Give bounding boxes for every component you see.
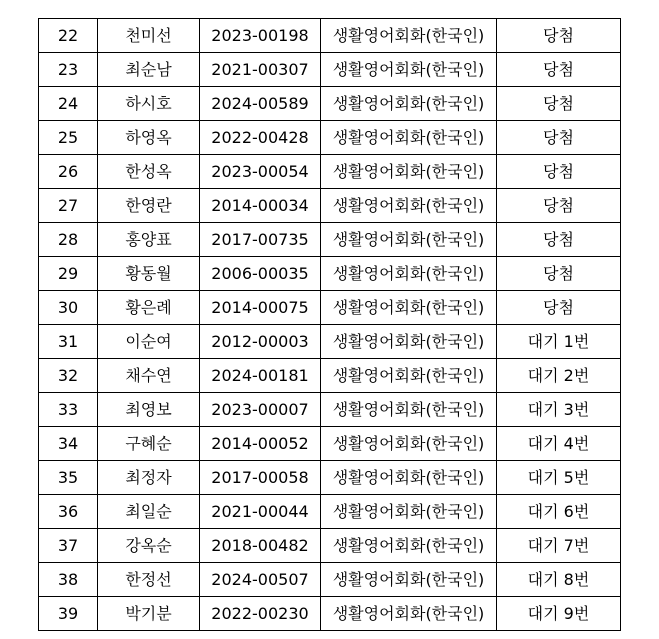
row-number: 28 [39, 223, 98, 257]
row-number: 24 [39, 87, 98, 121]
applicant-name: 하영옥 [98, 121, 200, 155]
applicant-name: 한성옥 [98, 155, 200, 189]
member-id: 2018-00482 [200, 529, 321, 563]
result-status: 당첨 [497, 19, 621, 53]
roster-sheet [38, 18, 620, 631]
result-status: 당첨 [497, 257, 621, 291]
member-id: 2022-00428 [200, 121, 321, 155]
row-number: 30 [39, 291, 98, 325]
table-row [39, 393, 621, 427]
table-row [39, 427, 621, 461]
course-name: 생활영어회화(한국인) [321, 393, 497, 427]
table-row [39, 529, 621, 563]
applicant-name: 박기분 [98, 597, 200, 631]
applicant-name: 최정자 [98, 461, 200, 495]
course-name: 생활영어회화(한국인) [321, 495, 497, 529]
table-row [39, 121, 621, 155]
member-id: 2023-00054 [200, 155, 321, 189]
course-name: 생활영어회화(한국인) [321, 427, 497, 461]
table-row [39, 223, 621, 257]
row-number: 22 [39, 19, 98, 53]
applicant-name: 구혜순 [98, 427, 200, 461]
result-status: 당첨 [497, 155, 621, 189]
row-number: 34 [39, 427, 98, 461]
course-name: 생활영어회화(한국인) [321, 189, 497, 223]
course-name: 생활영어회화(한국인) [321, 19, 497, 53]
row-number: 35 [39, 461, 98, 495]
result-status: 대기 7번 [497, 529, 621, 563]
member-id: 2024-00589 [200, 87, 321, 121]
applicant-name: 이순여 [98, 325, 200, 359]
row-number: 36 [39, 495, 98, 529]
row-number: 31 [39, 325, 98, 359]
result-status: 대기 6번 [497, 495, 621, 529]
result-status: 대기 2번 [497, 359, 621, 393]
row-number: 23 [39, 53, 98, 87]
result-status: 대기 9번 [497, 597, 621, 631]
table-row [39, 325, 621, 359]
applicant-name: 채수연 [98, 359, 200, 393]
result-status: 당첨 [497, 87, 621, 121]
lottery-result-table [38, 18, 621, 631]
applicant-name: 강옥순 [98, 529, 200, 563]
table-row [39, 257, 621, 291]
table-row [39, 53, 621, 87]
member-id: 2006-00035 [200, 257, 321, 291]
course-name: 생활영어회화(한국인) [321, 563, 497, 597]
applicant-name: 천미선 [98, 19, 200, 53]
member-id: 2024-00181 [200, 359, 321, 393]
course-name: 생활영어회화(한국인) [321, 325, 497, 359]
table-row [39, 495, 621, 529]
applicant-name: 홍양표 [98, 223, 200, 257]
applicant-name: 하시호 [98, 87, 200, 121]
table-row [39, 461, 621, 495]
table-row [39, 87, 621, 121]
row-number: 37 [39, 529, 98, 563]
member-id: 2021-00307 [200, 53, 321, 87]
member-id: 2017-00058 [200, 461, 321, 495]
table-row [39, 189, 621, 223]
result-status: 대기 5번 [497, 461, 621, 495]
course-name: 생활영어회화(한국인) [321, 359, 497, 393]
table-row [39, 597, 621, 631]
course-name: 생활영어회화(한국인) [321, 155, 497, 189]
member-id: 2012-00003 [200, 325, 321, 359]
applicant-name: 한영란 [98, 189, 200, 223]
applicant-name: 최영보 [98, 393, 200, 427]
table-body [39, 19, 621, 631]
course-name: 생활영어회화(한국인) [321, 529, 497, 563]
table-row [39, 563, 621, 597]
table-row [39, 291, 621, 325]
result-status: 당첨 [497, 223, 621, 257]
table-row [39, 155, 621, 189]
applicant-name: 최일순 [98, 495, 200, 529]
course-name: 생활영어회화(한국인) [321, 53, 497, 87]
member-id: 2024-00507 [200, 563, 321, 597]
member-id: 2023-00007 [200, 393, 321, 427]
course-name: 생활영어회화(한국인) [321, 223, 497, 257]
row-number: 25 [39, 121, 98, 155]
row-number: 32 [39, 359, 98, 393]
result-status: 대기 1번 [497, 325, 621, 359]
member-id: 2021-00044 [200, 495, 321, 529]
member-id: 2017-00735 [200, 223, 321, 257]
result-status: 당첨 [497, 291, 621, 325]
applicant-name: 최순남 [98, 53, 200, 87]
applicant-name: 황은례 [98, 291, 200, 325]
row-number: 26 [39, 155, 98, 189]
row-number: 33 [39, 393, 98, 427]
result-status: 대기 3번 [497, 393, 621, 427]
row-number: 39 [39, 597, 98, 631]
result-status: 대기 8번 [497, 563, 621, 597]
applicant-name: 한정선 [98, 563, 200, 597]
member-id: 2014-00075 [200, 291, 321, 325]
member-id: 2014-00052 [200, 427, 321, 461]
row-number: 38 [39, 563, 98, 597]
result-status: 당첨 [497, 121, 621, 155]
row-number: 27 [39, 189, 98, 223]
member-id: 2022-00230 [200, 597, 321, 631]
course-name: 생활영어회화(한국인) [321, 291, 497, 325]
result-status: 당첨 [497, 53, 621, 87]
course-name: 생활영어회화(한국인) [321, 597, 497, 631]
table-row [39, 359, 621, 393]
member-id: 2023-00198 [200, 19, 321, 53]
row-number: 29 [39, 257, 98, 291]
table-row [39, 19, 621, 53]
result-status: 당첨 [497, 189, 621, 223]
member-id: 2014-00034 [200, 189, 321, 223]
result-status: 대기 4번 [497, 427, 621, 461]
course-name: 생활영어회화(한국인) [321, 257, 497, 291]
course-name: 생활영어회화(한국인) [321, 87, 497, 121]
course-name: 생활영어회화(한국인) [321, 461, 497, 495]
applicant-name: 황동월 [98, 257, 200, 291]
course-name: 생활영어회화(한국인) [321, 121, 497, 155]
